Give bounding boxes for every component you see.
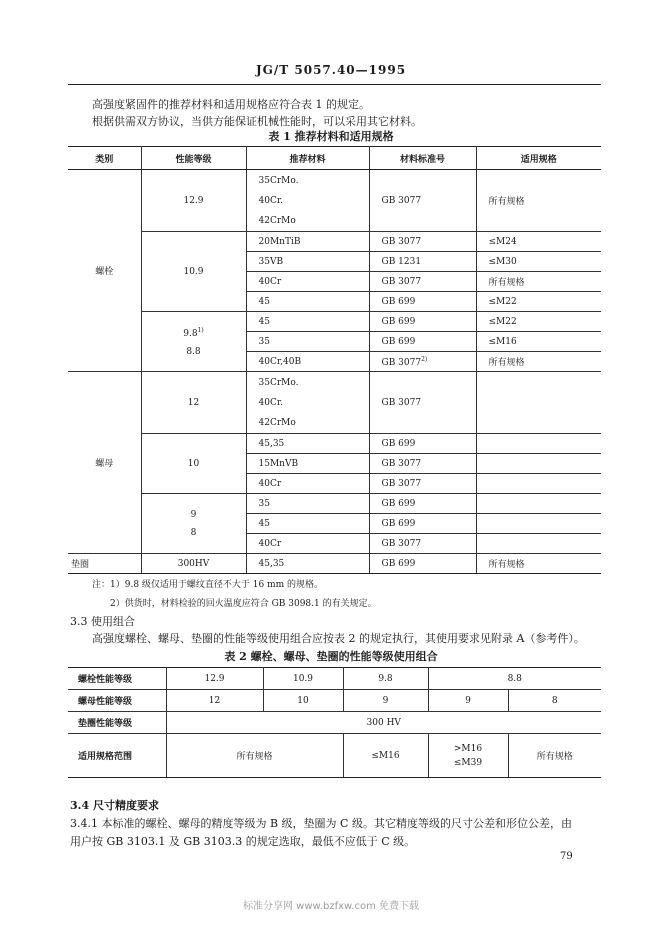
material-cell: 40Cr,40B: [246, 352, 369, 372]
table1-materials: [68, 146, 601, 574]
table-row: [68, 554, 601, 574]
row-label-bolt-grade: 螺栓性能等级: [68, 668, 166, 690]
spec-cell: [476, 372, 601, 434]
category-nut: 螺母: [68, 372, 141, 554]
spec-cell: [476, 434, 601, 454]
standard-cell: GB 1231: [369, 252, 476, 272]
table-row: [68, 712, 601, 734]
table-cell: 9.8: [343, 668, 428, 690]
table-row: [68, 668, 601, 690]
table2-caption: 表 2 螺栓、螺母、垫圈的性能等级使用组合: [224, 650, 438, 663]
table-cell: 12: [166, 690, 263, 712]
table2-combinations: [68, 667, 601, 778]
footnote-2: 2）供货时，材料检验的回火温度应符合 GB 3098.1 的有关规定。: [110, 599, 377, 609]
table-cell: 300 HV: [166, 712, 601, 734]
spec-cell: [476, 534, 601, 554]
spec-cell: [476, 454, 601, 474]
th-grade: 性能等级: [141, 147, 246, 170]
table-row: [68, 690, 601, 712]
standard-code-header: JG/T 5057.40—1995: [255, 63, 407, 77]
section-3-3-text: 高强度螺栓、螺母、垫圈的性能等级使用组合应按表 2 的规定执行，其使用要求见附录 A（参考件）。: [92, 632, 585, 645]
standard-cell: GB 3077: [369, 272, 476, 292]
table-cell: 12.9: [166, 668, 263, 690]
th-category: 类别: [68, 147, 141, 170]
section-3-4-1-line-1: 3.4.1 本标准的螺栓、螺母的精度等级为 B 级，垫圈为 C 级。其它精度等级的尺寸公差和形位公差，由: [70, 817, 572, 830]
grade-cell: 12: [141, 372, 246, 434]
table-cell: 9: [343, 690, 428, 712]
standard-cell: GB 3077$^{2)}$: [369, 352, 476, 372]
table-row: [68, 232, 601, 252]
section-3-3-title: 3.3 使用组合: [70, 615, 135, 628]
section-3-4-1-line-2: 用户按 GB 3103.1 及 GB 3103.3 的规定选取，最低不应低于 C 级。: [70, 835, 416, 848]
grade-cell: 10: [141, 434, 246, 494]
material-cell: 35CrMo. 40Cr. 42CrMo: [246, 170, 369, 232]
material-cell: 45: [246, 514, 369, 534]
table-cell: 9: [428, 690, 508, 712]
row-label-washer-grade: 垫圈性能等级: [68, 712, 166, 734]
footnote-1: 注：1）9.8 级仅适用于螺纹直径不大于 16 mm 的规格。: [92, 580, 324, 590]
table-row: [68, 434, 601, 454]
table-row: [68, 312, 601, 332]
material-cell: 45: [246, 292, 369, 312]
standard-cell: GB 3077: [369, 474, 476, 494]
spec-cell: 所有规格: [476, 352, 601, 372]
material-cell: 40Cr: [246, 474, 369, 494]
header-rule: [68, 84, 601, 85]
spec-cell: [476, 514, 601, 534]
watermark: 标准分享网 www.bzfxw.com 免费下载: [243, 901, 419, 912]
spec-cell: [476, 474, 601, 494]
page-number: 79: [560, 851, 573, 862]
spec-cell: 所有规格: [476, 272, 601, 292]
table-cell: 10: [263, 690, 343, 712]
category-bolt: 螺栓: [68, 170, 141, 372]
material-cell: 35CrMo. 40Cr. 42CrMo: [246, 372, 369, 434]
material-cell: 35: [246, 332, 369, 352]
table-row: [68, 372, 601, 434]
spec-cell: 所有规格: [476, 554, 601, 574]
table-cell: 8: [508, 690, 601, 712]
spec-cell: ≤M22: [476, 292, 601, 312]
table-row: [68, 170, 601, 232]
row-label-spec-range: 适用规格范围: [68, 734, 166, 778]
standard-cell: GB 699: [369, 554, 476, 574]
table-row: [68, 494, 601, 514]
standard-cell: GB 699: [369, 494, 476, 514]
table-row: [68, 734, 601, 778]
intro-line-1: 高强度紧固件的推荐材料和适用规格应符合表 1 的规定。: [92, 98, 370, 111]
standard-cell: GB 699: [369, 312, 476, 332]
material-cell: 20MnTiB: [246, 232, 369, 252]
standard-cell: GB 3077: [369, 232, 476, 252]
standard-cell: GB 699: [369, 514, 476, 534]
spec-cell: ≤M24: [476, 232, 601, 252]
table-cell: 8.8: [428, 668, 601, 690]
spec-cell: [476, 494, 601, 514]
section-3-4-title: 3.4 尺寸精度要求: [70, 799, 159, 812]
material-cell: 40Cr: [246, 534, 369, 554]
standard-cell: GB 3077: [369, 454, 476, 474]
table1-header-row: [68, 147, 601, 170]
spec-cell: 所有规格: [476, 170, 601, 232]
category-washer: 垫圈: [68, 554, 141, 574]
material-cell: 45,35: [246, 554, 369, 574]
table-cell: >M16 ≤M39: [428, 734, 508, 778]
table1-caption: 表 1 推荐材料和适用规格: [268, 130, 394, 143]
table-cell: 所有规格: [166, 734, 343, 778]
material-cell: 35VB: [246, 252, 369, 272]
table-cell: 所有规格: [508, 734, 601, 778]
standard-cell: GB 3077: [369, 170, 476, 232]
standard-cell: GB 3077: [369, 372, 476, 434]
table-cell: 10.9: [263, 668, 343, 690]
grade-cell: 300HV: [141, 554, 246, 574]
grade-cell: 10.9: [141, 232, 246, 312]
intro-line-2: 根据供需双方协议，当供方能保证机械性能时，可以采用其它材料。: [92, 115, 422, 128]
material-cell: 15MnVB: [246, 454, 369, 474]
table-cell: ≤M16: [343, 734, 428, 778]
grade-cell: 12.9: [141, 170, 246, 232]
row-label-nut-grade: 螺母性能等级: [68, 690, 166, 712]
grade-cell: 9 8: [141, 494, 246, 554]
material-cell: 35: [246, 494, 369, 514]
spec-cell: ≤M16: [476, 332, 601, 352]
spec-cell: ≤M30: [476, 252, 601, 272]
standard-cell: GB 699: [369, 292, 476, 312]
spec-cell: ≤M22: [476, 312, 601, 332]
th-material: 推荐材料: [246, 147, 369, 170]
material-cell: 45: [246, 312, 369, 332]
grade-cell: 9.8$^{1)}$ 8.8: [141, 312, 246, 372]
standard-cell: GB 699: [369, 332, 476, 352]
th-standard: 材料标准号: [369, 147, 476, 170]
material-cell: 45,35: [246, 434, 369, 454]
material-cell: 40Cr: [246, 272, 369, 292]
standard-cell: GB 3077: [369, 534, 476, 554]
standard-cell: GB 699: [369, 434, 476, 454]
th-spec: 适用规格: [476, 147, 601, 170]
